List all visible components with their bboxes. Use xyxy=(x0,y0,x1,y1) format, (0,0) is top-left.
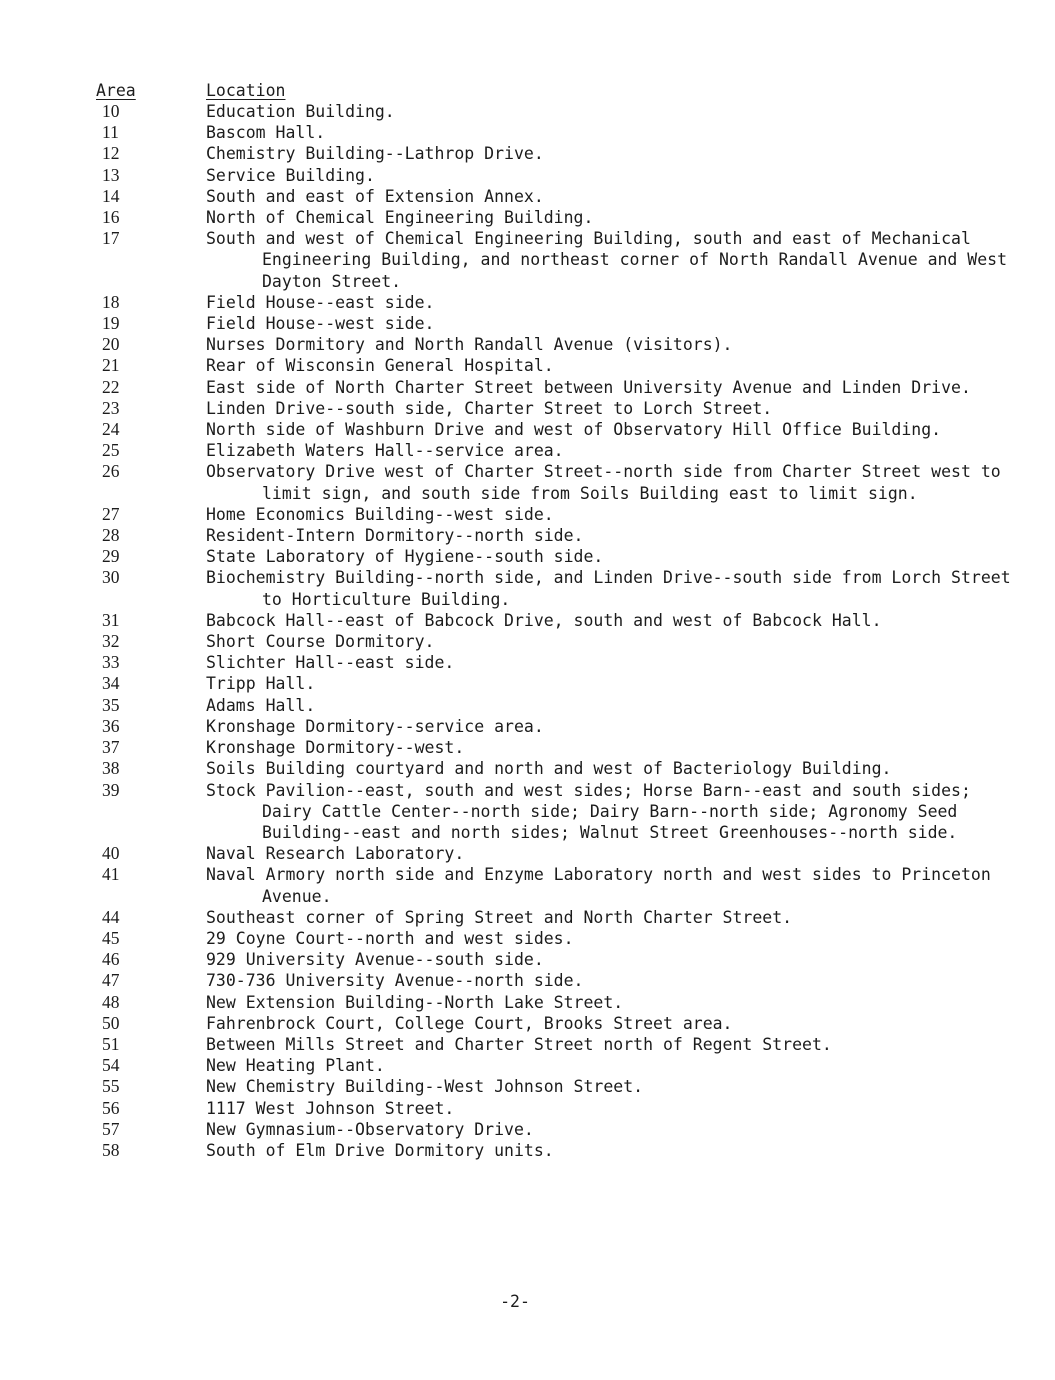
location-text: South and east of Extension Annex. xyxy=(206,186,544,206)
area-number: 21 xyxy=(102,355,120,376)
location-text: Kronshage Dormitory--west. xyxy=(206,738,465,758)
location-text: Field House--west side. xyxy=(206,314,435,334)
area-number: 33 xyxy=(102,652,120,673)
list-item xyxy=(96,165,996,186)
list-item xyxy=(96,970,996,991)
area-number: 45 xyxy=(102,927,120,948)
location-text: New Extension Building--North Lake Street. xyxy=(206,992,624,1012)
list-item xyxy=(96,843,996,864)
area-number: 12 xyxy=(102,143,120,164)
location-text: Home Economics Building--west side. xyxy=(206,504,554,524)
area-number: 38 xyxy=(102,758,120,779)
list-item xyxy=(96,525,996,546)
area-number: 36 xyxy=(102,715,120,736)
list-item xyxy=(96,673,996,694)
area-number: 56 xyxy=(102,1097,120,1118)
area-number: 34 xyxy=(102,673,120,694)
location-text: State Laboratory of Hygiene--south side. xyxy=(206,547,604,567)
list-item xyxy=(96,864,996,906)
list-item xyxy=(96,228,1008,292)
location-text: Education Building. xyxy=(206,102,395,121)
list-item xyxy=(96,780,996,844)
list-item xyxy=(96,928,996,949)
list-item xyxy=(96,355,996,376)
location-text: Naval Armory north side and Enzyme Laboratory north and west sides to Princeton Avenue. xyxy=(206,865,991,906)
column-header xyxy=(96,80,996,102)
area-number: 18 xyxy=(102,291,120,312)
location-text: Biochemistry Building--north side, and Linden Drive--south side from Lorch Street to Horticulture Building. xyxy=(206,568,1011,609)
location-text: Babcock Hall--east of Babcock Drive, south and west of Babcock Hall. xyxy=(206,610,882,630)
location-text: Short Course Dormitory. xyxy=(206,632,435,652)
list-item xyxy=(96,695,996,716)
location-text: Bascom Hall. xyxy=(206,123,326,143)
area-number: 58 xyxy=(102,1139,120,1160)
location-text: North side of Washburn Drive and west of Observatory Hill Office Building. xyxy=(206,420,942,440)
location-text: Southeast corner of Spring Street and North Charter Street. xyxy=(206,907,793,927)
area-number: 11 xyxy=(102,122,119,143)
list-item xyxy=(96,1098,996,1119)
area-number: 48 xyxy=(102,991,120,1012)
list-item xyxy=(96,334,996,355)
location-text: Kronshage Dormitory--service area. xyxy=(206,716,544,736)
location-text: Linden Drive--south side, Charter Street to Lorch Street. xyxy=(206,398,773,418)
list-item xyxy=(96,1055,996,1076)
location-text: Chemistry Building--Lathrop Drive. xyxy=(206,144,544,164)
area-number: 26 xyxy=(102,461,120,482)
list-item xyxy=(96,504,996,525)
location-text: Fahrenbrock Court, College Court, Brooks Street area. xyxy=(206,1013,733,1033)
area-number: 23 xyxy=(102,397,120,418)
area-number: 39 xyxy=(102,779,120,800)
location-text: Stock Pavilion--east, south and west sides; Horse Barn--east and south sides; Dairy Cattle Center--north side; Dairy Barn--north side; Agronomy Seed Building--east and north sides; Walnut Street Greenhouses--north side. xyxy=(206,780,971,842)
list-item xyxy=(96,186,996,207)
area-number: 28 xyxy=(102,525,120,546)
list-item xyxy=(96,992,996,1013)
location-text: 29 Coyne Court--north and west sides. xyxy=(206,928,574,948)
location-text: South and west of Chemical Engineering Building, south and east of Mechanical Engineering Building, and northeast corner of North Randall Avenue and West Dayton Street. xyxy=(206,229,1008,291)
area-number: 17 xyxy=(102,228,120,249)
list-item xyxy=(96,207,996,228)
area-number: 32 xyxy=(102,631,120,652)
area-number: 30 xyxy=(102,567,120,588)
list-item xyxy=(96,1034,996,1055)
location-text: Elizabeth Waters Hall--service area. xyxy=(206,441,564,461)
area-number: 19 xyxy=(102,313,120,334)
list-item xyxy=(96,1076,996,1097)
location-text: Rear of Wisconsin General Hospital. xyxy=(206,356,554,376)
list-item xyxy=(96,377,996,398)
area-number: 29 xyxy=(102,546,120,567)
area-number: 25 xyxy=(102,440,120,461)
area-number: 54 xyxy=(102,1055,120,1076)
area-number: 27 xyxy=(102,503,120,524)
location-text: Resident-Intern Dormitory--north side. xyxy=(206,526,584,546)
area-number: 50 xyxy=(102,1012,120,1033)
location-text: Slichter Hall--east side. xyxy=(206,653,455,673)
location-text: Soils Building courtyard and north and west of Bacteriology Building. xyxy=(206,759,892,779)
location-text: Nurses Dormitory and North Randall Avenue (visitors). xyxy=(206,335,733,355)
list-item xyxy=(96,610,996,631)
area-number: 41 xyxy=(102,864,120,885)
list-item xyxy=(96,1140,996,1161)
area-location-list xyxy=(96,101,1011,1161)
area-number: 10 xyxy=(102,101,120,121)
area-number: 31 xyxy=(102,609,120,630)
area-number: 37 xyxy=(102,737,120,758)
page-number: -2- xyxy=(500,1292,530,1311)
location-text: New Gymnasium--Observatory Drive. xyxy=(206,1119,534,1139)
location-text: Naval Research Laboratory. xyxy=(206,844,465,864)
area-number: 57 xyxy=(102,1118,120,1139)
area-number: 44 xyxy=(102,906,120,927)
area-number: 24 xyxy=(102,419,120,440)
list-item xyxy=(96,101,996,122)
list-item xyxy=(96,419,996,440)
list-item xyxy=(96,461,1001,503)
location-text: South of Elm Drive Dormitory units. xyxy=(206,1140,554,1160)
location-text: Adams Hall. xyxy=(206,695,316,715)
location-column-header: Location xyxy=(206,81,286,100)
area-number: 55 xyxy=(102,1076,120,1097)
location-text: North of Chemical Engineering Building. xyxy=(206,208,594,228)
list-item xyxy=(96,313,996,334)
list-item xyxy=(96,292,996,313)
list-item xyxy=(96,398,996,419)
list-item xyxy=(96,652,996,673)
location-text: Between Mills Street and Charter Street north of Regent Street. xyxy=(206,1034,832,1054)
list-item xyxy=(96,567,1011,609)
location-text: Observatory Drive west of Charter Street--north side from Charter Street west to limit sign, and south side from Soils Building east to limit sign. xyxy=(206,462,1001,503)
location-text: New Heating Plant. xyxy=(206,1056,385,1076)
list-item xyxy=(96,1013,996,1034)
location-text: 929 University Avenue--south side. xyxy=(206,950,544,970)
area-number: 47 xyxy=(102,970,120,991)
area-column-header: Area xyxy=(96,81,136,100)
location-text: Service Building. xyxy=(206,165,375,185)
area-number: 22 xyxy=(102,376,120,397)
area-number: 20 xyxy=(102,334,120,355)
list-item xyxy=(96,907,996,928)
list-item xyxy=(96,440,996,461)
location-text: 730-736 University Avenue--north side. xyxy=(206,971,584,991)
list-item xyxy=(96,546,996,567)
location-text: Tripp Hall. xyxy=(206,674,316,694)
list-item xyxy=(96,737,996,758)
location-text: 1117 West Johnson Street. xyxy=(206,1098,455,1118)
area-number: 13 xyxy=(102,164,120,185)
list-item xyxy=(96,949,996,970)
list-item xyxy=(96,122,996,143)
location-text: East side of North Charter Street between University Avenue and Linden Drive. xyxy=(206,377,971,397)
area-number: 46 xyxy=(102,949,120,970)
list-item xyxy=(96,716,996,737)
area-number: 40 xyxy=(102,843,120,864)
list-item xyxy=(96,143,996,164)
area-number: 14 xyxy=(102,185,120,206)
area-number: 16 xyxy=(102,207,120,228)
list-item xyxy=(96,1119,996,1140)
location-text: Field House--east side. xyxy=(206,292,435,312)
location-text: New Chemistry Building--West Johnson Street. xyxy=(206,1077,644,1097)
list-item xyxy=(96,631,996,652)
list-item xyxy=(96,758,996,779)
area-number: 51 xyxy=(102,1033,120,1054)
area-number: 35 xyxy=(102,694,120,715)
